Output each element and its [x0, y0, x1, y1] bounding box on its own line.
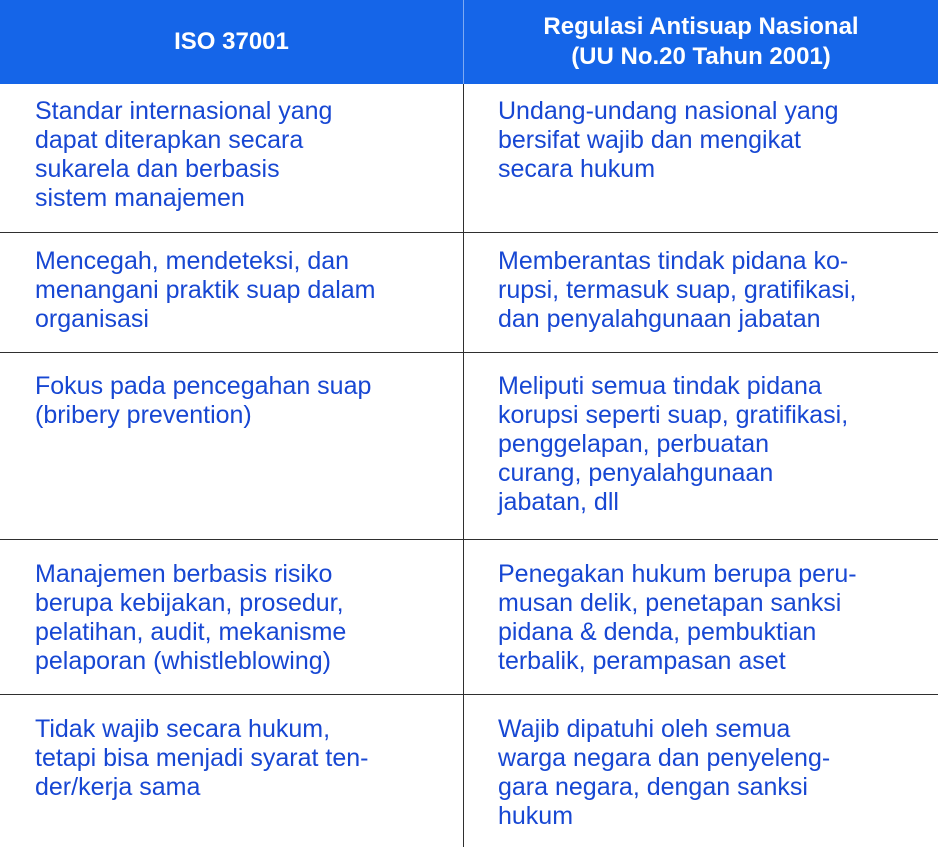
- row-separator: [0, 694, 938, 695]
- row-4-iso-cell: Manajemen berbasis risiko berupa kebijakan, prosedur, pelatihan, audit, mekanisme pelaporan (whistleblowing): [35, 560, 347, 675]
- row-1-iso-cell: Standar internasional yang dapat diterapkan secara sukarela dan berbasis sistem manajemen: [35, 97, 333, 212]
- row-separator: [0, 352, 938, 353]
- row-separator: [0, 539, 938, 540]
- row-3-iso-cell: Fokus pada pencegahan suap (bribery prevention): [35, 372, 372, 429]
- row-4-regulation-cell: Penegakan hukum berupa peru- musan delik, penetapan sanksi pidana & denda, pembuktian terbalik, perampasan aset: [498, 560, 857, 675]
- table-header: [0, 0, 938, 84]
- column-divider: [463, 84, 464, 847]
- row-1-regulation-cell: Undang-undang nasional yang bersifat wajib dan mengikat secara hukum: [498, 97, 839, 183]
- row-separator: [0, 232, 938, 233]
- row-5-regulation-cell: Wajib dipatuhi oleh semua warga negara dan penyeleng- gara negara, dengan sanksi hukum: [498, 715, 831, 830]
- row-3-regulation-cell: Meliputi semua tindak pidana korupsi seperti suap, gratifikasi, penggelapan, perbuatan curang, penyalahgunaan jabatan, dll: [498, 372, 849, 516]
- row-5-iso-cell: Tidak wajib secara hukum, tetapi bisa menjadi syarat ten- der/kerja sama: [35, 715, 369, 801]
- header-iso37001: ISO 37001: [174, 28, 289, 55]
- row-2-regulation-cell: Memberantas tindak pidana ko- rupsi, termasuk suap, gratifikasi, dan penyalahgunaan jabatan: [498, 247, 857, 333]
- row-2-iso-cell: Mencegah, mendeteksi, dan menangani praktik suap dalam organisasi: [35, 247, 376, 333]
- header-national-regulation: Regulasi Antisuap Nasional (UU No.20 Tahun 2001): [543, 13, 859, 70]
